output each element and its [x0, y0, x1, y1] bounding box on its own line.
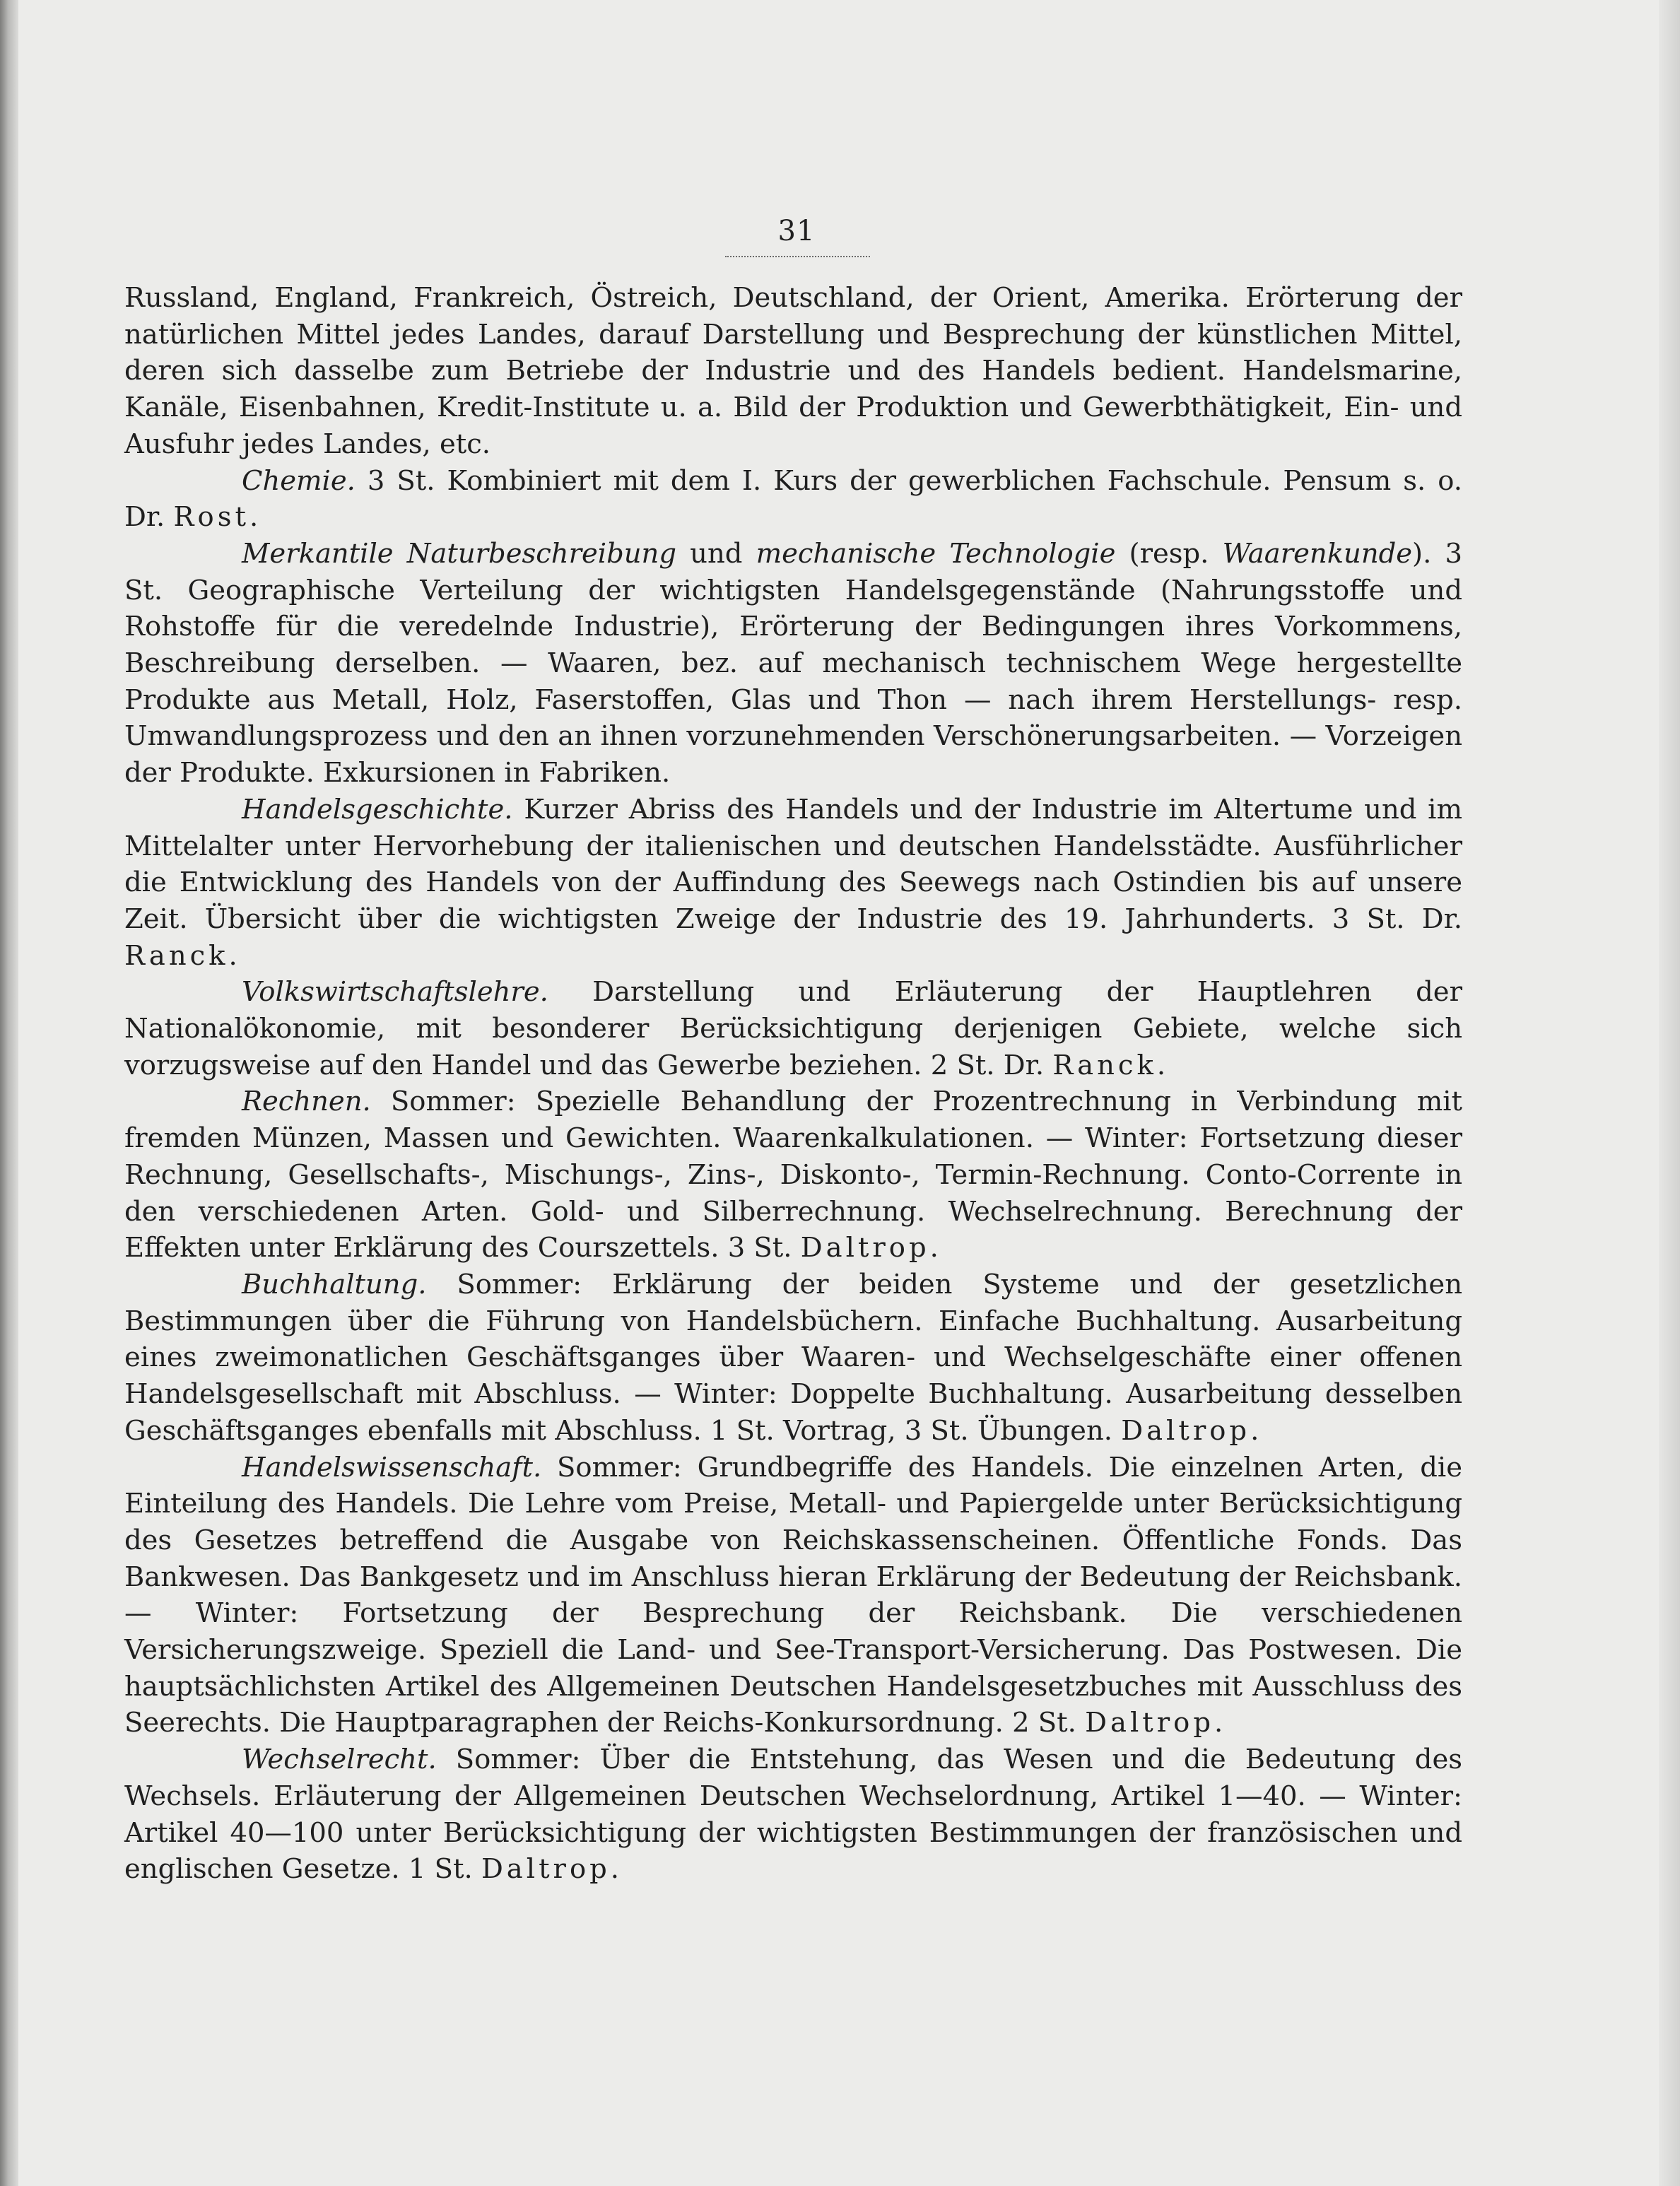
paragraph-rechnen	[124, 1083, 1462, 1267]
subject-heading: Chemie.	[242, 464, 356, 497]
paragraph-text: Kurzer Abriss des Handels und der Industrie im Altertume und im Mittelalter unter Hervorhebung der italienischen und deutschen Handelsstädte. Ausführlicher die Entwicklung des Handels von der Auffindung des Seewegs nach Ostindien bis auf unsere Zeit. Übersicht über die wichtigsten Zweige der Industrie des 19. Jahrhunderts. 3 St. Dr.	[124, 793, 1462, 935]
paragraph-geography	[124, 280, 1462, 463]
paragraph-chemie	[124, 463, 1462, 536]
paragraph-end: .	[1156, 1049, 1166, 1081]
scan-right-edge	[1659, 0, 1680, 2186]
teacher-name: Ranck	[1052, 1049, 1157, 1081]
subject-heading: Volkswirtschaftslehre.	[242, 976, 548, 1009]
paragraph-text: 3 St. Kombiniert mit dem I. Kurs der gewerblichen Fachschule. Pensum s. o. Dr.	[124, 464, 1462, 534]
paragraph-end: .	[610, 1853, 620, 1886]
teacher-name: Ranck	[124, 939, 229, 972]
paragraph-text: Sommer: Spezielle Behandlung der Prozentrechnung in Verbindung mit fremden Münzen, Massen und Gewichten. Waarenkalkulationen. — Winter: Fortsetzung dieser Rechnung, Gesellschafts-, Mischungs-, Zins-, Diskonto-, Termin-Rechnung. Conto-Corrente in den verschiedenen Arten. Gold- und Silberrechnung. Wechselrechnung. Berechnung der Effekten unter Erklärung des Courszettels. 3 St.	[124, 1086, 1462, 1264]
paragraph-handelswissenschaft	[124, 1450, 1462, 1742]
teacher-name: Daltrop	[800, 1232, 930, 1264]
paragraph-connector: und	[676, 537, 756, 570]
subject-heading: Buchhaltung.	[242, 1268, 427, 1300]
subject-heading: Wechselrecht.	[242, 1744, 437, 1776]
paragraph-end: .	[228, 939, 237, 972]
paragraph-buchhaltung	[124, 1267, 1462, 1450]
teacher-name: Daltrop	[1085, 1707, 1214, 1739]
paragraph-text: Sommer: Über die Entstehung, das Wesen und die Bedeutung des Wechsels. Erläuterung der Allgemeinen Deutschen Wechselordnung, Artikel 1—40. — Winter: Artikel 40—100 unter Berücksichtigung der wichtigsten Bestimmungen der französischen und englischen Gesetze. 1 St.	[124, 1744, 1462, 1886]
paragraph-text: Russland, England, Frankreich, Östreich, Deutschland, der Orient, Amerika. Erörterung der natürlichen Mittel jedes Landes, darauf Darstellung und Besprechung der künstlichen Mittel, deren sich dasselbe zum Betriebe der Industrie und des Handels bedient. Handelsmarine, Kanäle, Eisenbahnen, Kredit-Institute u. a. Bild der Produktion und Gewerbthätigkeit, Ein- und Ausfuhr jedes Landes, etc.	[124, 282, 1462, 460]
teacher-name: Daltrop	[481, 1853, 611, 1886]
scan-left-edge	[0, 0, 18, 2186]
page-number: 31	[777, 215, 816, 247]
page-number-rule	[725, 256, 870, 257]
paragraph-end: .	[929, 1232, 939, 1264]
paragraph-handelsgeschichte	[124, 792, 1462, 975]
paragraph-text: Sommer: Grundbegriffe des Handels. Die einzelnen Arten, die Einteilung des Handels. Die Lehre vom Preise, Metall- und Papiergelde unter Berücksichtigung des Gesetzes betreffend die Ausgabe von Reichskassenscheinen. Öffentliche Fonds. Das Bankwesen. Das Bankgesetz und im Anschluss hieran Erklärung der Bedeutung der Reichsbank. — Winter: Fortsetzung der Besprechung der Reichsbank. Die verschiedenen Versicherungszweige. Speziell die Land- und See-Transport-Versicherung. Das Postwesen. Die hauptsächlichsten Artikel des Allgemeinen Deutschen Handelsgesetzbuches mit Ausschluss des Seerechts. Die Hauptparagraphen der Reichs-Konkursordnung. 2 St.	[124, 1451, 1463, 1739]
paragraph-text: ). 3 St. Geographische Verteilung der wichtigsten Handelsgegenstände (Nahrungsstoffe und Rohstoffe für die veredelnde Industrie), Erörterung der Bedingungen ihres Vorkommens, Beschreibung derselben. — Waaren, bez. auf mechanisch technischem Wege hergestellte Produkte aus Metall, Holz, Faserstoffen, Glas und Thon — nach ihrem Herstellungs- resp. Umwandlungsprozess und den an ihnen vorzunehmenden Verschönerungsarbeiten. — Vorzeigen der Produkte. Exkursionen in Fabriken.	[124, 537, 1462, 789]
paragraph-end: .	[1214, 1707, 1223, 1739]
subject-heading: Handelswissenschaft.	[242, 1451, 542, 1483]
subject-heading-2: mechanische Technologie	[756, 537, 1116, 570]
subject-heading: Merkantile Naturbeschreibung	[242, 537, 676, 570]
page-body	[124, 280, 1462, 1888]
paragraph-end: .	[249, 501, 259, 534]
paragraph-connector-2: (resp.	[1115, 537, 1223, 570]
paragraph-wechselrecht	[124, 1741, 1462, 1888]
paragraph-end: .	[1250, 1414, 1259, 1447]
teacher-name: Daltrop	[1121, 1414, 1251, 1447]
teacher-name: Rost	[173, 501, 249, 534]
subject-heading: Handelsgeschichte.	[242, 793, 513, 825]
subject-heading: Rechnen.	[242, 1086, 371, 1118]
paragraph-text: Darstellung und Erläuterung der Hauptlehren der Nationalökonomie, mit besonderer Berücksichtigung derjenigen Gebiete, welche sich vorzugsweise auf den Handel und das Gewerbe beziehen. 2 St. Dr.	[124, 976, 1462, 1081]
paragraph-text: Sommer: Erklärung der beiden Systeme und der gesetzlichen Bestimmungen über die Führung von Handelsbüchern. Einfache Buchhaltung. Ausarbeitung eines zweimonatlichen Geschäftsganges über Waaren- und Wechselgeschäfte einer offenen Handelsgesellschaft mit Abschluss. — Winter: Doppelte Buchhaltung. Ausarbeitung desselben Geschäftsganges ebenfalls mit Abschluss. 1 St. Vortrag, 3 St. Übungen.	[124, 1268, 1462, 1447]
paragraph-naturbeschreibung	[124, 536, 1462, 792]
subject-heading-3: Waarenkunde	[1222, 537, 1413, 570]
paragraph-volkswirtschaftslehre	[124, 974, 1462, 1083]
